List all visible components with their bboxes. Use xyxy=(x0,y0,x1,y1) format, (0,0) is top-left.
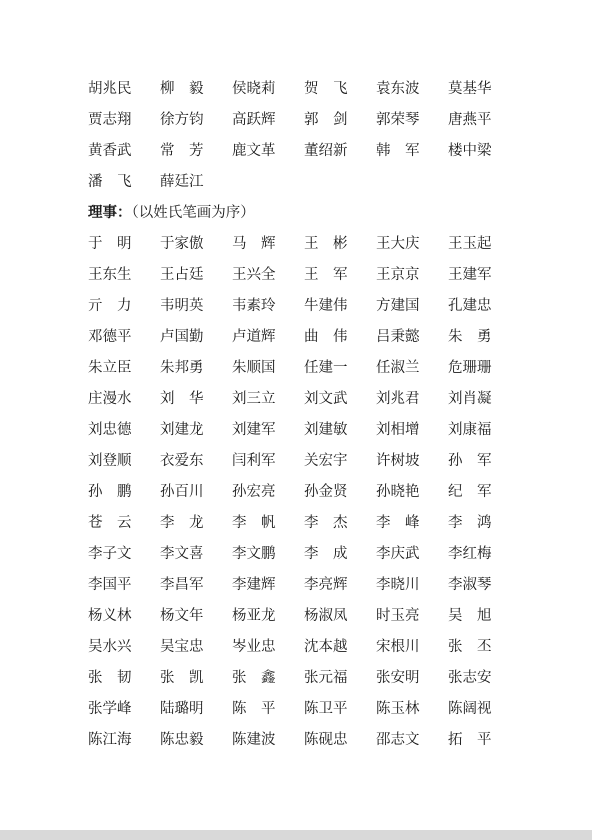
person-name: 闫利军 xyxy=(232,453,276,469)
person-name: 李 龙 xyxy=(160,515,204,531)
person-name: 吴宝忠 xyxy=(160,639,204,655)
person-name: 朱邦勇 xyxy=(160,360,204,376)
person-name: 陈玉林 xyxy=(376,701,420,717)
person-name: 刘三立 xyxy=(232,391,276,407)
directors-heading-note: （以姓氏笔画为序） xyxy=(131,205,255,221)
person-name: 刘忠德 xyxy=(88,422,132,438)
directors-heading xyxy=(88,198,518,229)
directors-row xyxy=(88,539,518,570)
person-name: 侯晓莉 xyxy=(232,81,276,97)
person-name: 杨义林 xyxy=(88,608,132,624)
person-name: 李文鹏 xyxy=(232,546,276,562)
person-name: 于家傲 xyxy=(160,236,204,252)
person-name: 王大庆 xyxy=(376,236,420,252)
person-name: 孙百川 xyxy=(160,484,204,500)
person-name: 陈 平 xyxy=(232,701,276,717)
preceding-names-section xyxy=(88,74,518,198)
preceding-names-row xyxy=(88,167,518,198)
person-name: 陈卫平 xyxy=(304,701,348,717)
person-name: 张 鑫 xyxy=(232,670,276,686)
person-name: 孙 军 xyxy=(448,453,492,469)
person-name: 孔建忠 xyxy=(448,298,492,314)
person-name: 宋根川 xyxy=(376,639,420,655)
person-name: 李子文 xyxy=(88,546,132,562)
person-name: 朱 勇 xyxy=(448,329,492,345)
person-name: 王东生 xyxy=(88,267,132,283)
person-name: 张志安 xyxy=(448,670,492,686)
person-name: 孙 鹏 xyxy=(88,484,132,500)
person-name: 马 辉 xyxy=(232,236,276,252)
directors-row xyxy=(88,632,518,663)
person-name: 韦明英 xyxy=(160,298,204,314)
page-bottom-edge xyxy=(0,830,592,840)
person-name: 关宏宇 xyxy=(304,453,348,469)
person-name: 曲 伟 xyxy=(304,329,348,345)
person-name: 卢国勤 xyxy=(160,329,204,345)
person-name: 贺 飞 xyxy=(304,81,348,97)
person-name: 张元福 xyxy=(304,670,348,686)
directors-row xyxy=(88,725,518,756)
person-name: 袁东波 xyxy=(376,81,420,97)
person-name: 陆璐明 xyxy=(160,701,204,717)
person-name: 任淑兰 xyxy=(376,360,420,376)
preceding-names-row xyxy=(88,136,518,167)
directors-row xyxy=(88,508,518,539)
directors-row xyxy=(88,415,518,446)
person-name: 张安明 xyxy=(376,670,420,686)
person-name: 刘登顺 xyxy=(88,453,132,469)
person-name: 董绍新 xyxy=(304,143,348,159)
person-name: 李 鸿 xyxy=(448,515,492,531)
directors-row xyxy=(88,291,518,322)
preceding-names-row xyxy=(88,105,518,136)
directors-row xyxy=(88,694,518,725)
person-name: 刘 华 xyxy=(160,391,204,407)
directors-row xyxy=(88,570,518,601)
person-name: 时玉亮 xyxy=(376,608,420,624)
person-name: 杨亚龙 xyxy=(232,608,276,624)
person-name: 方建国 xyxy=(376,298,420,314)
person-name: 任建一 xyxy=(304,360,348,376)
person-name: 李淑琴 xyxy=(448,577,492,593)
person-name: 张 凯 xyxy=(160,670,204,686)
person-name: 李 成 xyxy=(304,546,348,562)
name-list xyxy=(88,74,518,756)
person-name: 陈砚忠 xyxy=(304,732,348,748)
person-name: 李亮辉 xyxy=(304,577,348,593)
person-name: 张 韧 xyxy=(88,670,132,686)
directors-row xyxy=(88,229,518,260)
person-name: 贾志翔 xyxy=(88,112,132,128)
person-name: 王建军 xyxy=(448,267,492,283)
person-name: 王京京 xyxy=(376,267,420,283)
person-name: 李国平 xyxy=(88,577,132,593)
person-name: 王 军 xyxy=(304,267,348,283)
person-name: 岑业忠 xyxy=(232,639,276,655)
person-name: 薛廷江 xyxy=(160,174,204,190)
person-name: 卢道辉 xyxy=(232,329,276,345)
person-name: 莫基华 xyxy=(448,81,492,97)
person-name: 韩 军 xyxy=(376,143,420,159)
person-name: 李 峰 xyxy=(376,515,420,531)
directors-row xyxy=(88,601,518,632)
person-name: 胡兆民 xyxy=(88,81,132,97)
directors-row xyxy=(88,446,518,477)
person-name: 衣爱东 xyxy=(160,453,204,469)
person-name: 王玉起 xyxy=(448,236,492,252)
person-name: 刘建敏 xyxy=(304,422,348,438)
person-name: 邓德平 xyxy=(88,329,132,345)
person-name: 王兴全 xyxy=(232,267,276,283)
person-name: 陈江海 xyxy=(88,732,132,748)
person-name: 楼中梁 xyxy=(448,143,492,159)
person-name: 刘康福 xyxy=(448,422,492,438)
person-name: 柳 毅 xyxy=(160,81,204,97)
directors-section xyxy=(88,229,518,756)
person-name: 张 丕 xyxy=(448,639,492,655)
person-name: 朱顺国 xyxy=(232,360,276,376)
person-name: 高跃辉 xyxy=(232,112,276,128)
person-name: 张学峰 xyxy=(88,701,132,717)
person-name: 牛建伟 xyxy=(304,298,348,314)
person-name: 于 明 xyxy=(88,236,132,252)
person-name: 李文喜 xyxy=(160,546,204,562)
person-name: 陈阔视 xyxy=(448,701,492,717)
directors-row xyxy=(88,663,518,694)
directors-row xyxy=(88,353,518,384)
person-name: 韦素玲 xyxy=(232,298,276,314)
person-name: 拓 平 xyxy=(448,732,492,748)
person-name: 刘兆君 xyxy=(376,391,420,407)
preceding-names-row xyxy=(88,74,518,105)
person-name: 吕秉懿 xyxy=(376,329,420,345)
person-name: 陈建波 xyxy=(232,732,276,748)
person-name: 亓 力 xyxy=(88,298,132,314)
person-name: 李红梅 xyxy=(448,546,492,562)
person-name: 危珊珊 xyxy=(448,360,492,376)
person-name: 孙宏亮 xyxy=(232,484,276,500)
person-name: 刘建军 xyxy=(232,422,276,438)
person-name: 杨文年 xyxy=(160,608,204,624)
directors-row xyxy=(88,260,518,291)
directors-heading-title: 理事： xyxy=(88,205,132,221)
person-name: 徐方钧 xyxy=(160,112,204,128)
person-name: 吴 旭 xyxy=(448,608,492,624)
directors-row xyxy=(88,477,518,508)
person-name: 常 芳 xyxy=(160,143,204,159)
person-name: 郭 剑 xyxy=(304,112,348,128)
person-name: 李建辉 xyxy=(232,577,276,593)
person-name: 刘建龙 xyxy=(160,422,204,438)
person-name: 朱立臣 xyxy=(88,360,132,376)
person-name: 庄漫水 xyxy=(88,391,132,407)
person-name: 孙晓艳 xyxy=(376,484,420,500)
person-name: 唐燕平 xyxy=(448,112,492,128)
person-name: 沈本越 xyxy=(304,639,348,655)
person-name: 纪 军 xyxy=(448,484,492,500)
person-name: 黄香武 xyxy=(88,143,132,159)
person-name: 刘文武 xyxy=(304,391,348,407)
person-name: 李晓川 xyxy=(376,577,420,593)
person-name: 李 杰 xyxy=(304,515,348,531)
person-name: 王 彬 xyxy=(304,236,348,252)
person-name: 王占廷 xyxy=(160,267,204,283)
person-name: 鹿文革 xyxy=(232,143,276,159)
person-name: 杨淑凤 xyxy=(304,608,348,624)
person-name: 邵志文 xyxy=(376,732,420,748)
person-name: 苍 云 xyxy=(88,515,132,531)
person-name: 李庆武 xyxy=(376,546,420,562)
person-name: 吴水兴 xyxy=(88,639,132,655)
person-name: 许树坡 xyxy=(376,453,420,469)
person-name: 刘肖凝 xyxy=(448,391,492,407)
person-name: 郭荣琴 xyxy=(376,112,420,128)
person-name: 孙金贤 xyxy=(304,484,348,500)
directors-row xyxy=(88,384,518,415)
person-name: 潘 飞 xyxy=(88,174,132,190)
person-name: 李 帆 xyxy=(232,515,276,531)
person-name: 刘相增 xyxy=(376,422,420,438)
person-name: 陈忠毅 xyxy=(160,732,204,748)
directors-row xyxy=(88,322,518,353)
person-name: 李昌军 xyxy=(160,577,204,593)
